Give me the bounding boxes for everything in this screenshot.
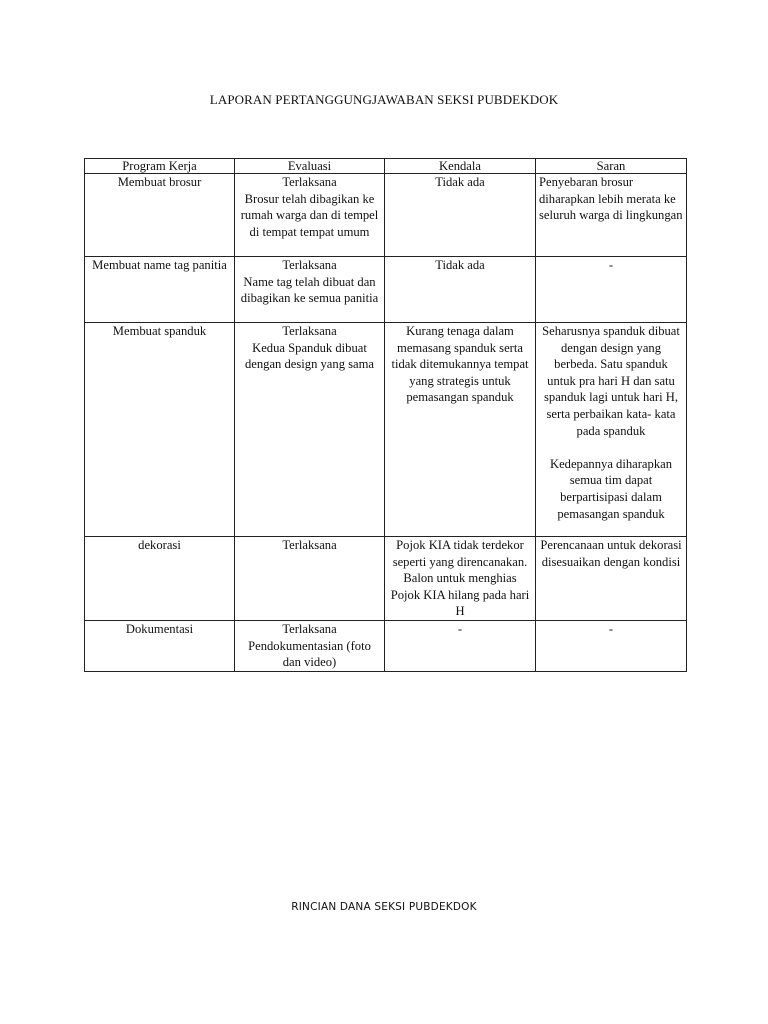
cell-kendala: Kurang tenaga dalam memasang spanduk serta tidak ditemukannya tempat yang strategis untuk pemasangan spanduk bbox=[385, 323, 536, 537]
header-kendala: Kendala bbox=[385, 159, 536, 174]
evaluasi-detail: Brosur telah dibagikan ke rumah warga dan di tempel di tempat tempat umum bbox=[240, 191, 379, 239]
saran-text: Seharusnya spanduk dibuat dengan design yang berbeda. Satu spanduk untuk pra hari H dan satu spanduk lagi untuk hari H, serta perbaikan kata- kata pada spanduk bbox=[542, 324, 680, 438]
evaluasi-status: Terlaksana bbox=[282, 538, 337, 552]
document-title: LAPORAN PERTANGGUNGJAWABAN SEKSI PUBDEKDOK bbox=[209, 92, 559, 107]
evaluasi-status: Terlaksana bbox=[282, 621, 337, 636]
cell-program: Membuat brosur bbox=[85, 174, 235, 257]
cell-kendala: Tidak ada bbox=[385, 174, 536, 257]
cell-saran: Perencanaan untuk dekorasi disesuaikan dengan kondisi bbox=[536, 537, 687, 621]
table-header-row bbox=[85, 159, 687, 174]
paragraph-gap bbox=[539, 439, 683, 456]
cell-evaluasi bbox=[235, 537, 385, 621]
evaluasi-detail: Name tag telah dibuat dan dibagikan ke semua panitia bbox=[240, 274, 379, 306]
table-row bbox=[85, 620, 687, 671]
cell-program: Dokumentasi bbox=[85, 620, 235, 671]
cell-evaluasi bbox=[235, 620, 385, 671]
header-program-kerja: Program Kerja bbox=[85, 159, 235, 174]
cell-kendala: Tidak ada bbox=[385, 257, 536, 323]
cell-program: Membuat spanduk bbox=[85, 323, 235, 537]
evaluasi-status: Terlaksana bbox=[282, 324, 337, 338]
cell-saran bbox=[536, 323, 687, 537]
cell-saran: - bbox=[536, 620, 687, 671]
cell-program: dekorasi bbox=[85, 537, 235, 621]
header-evaluasi: Evaluasi bbox=[235, 159, 385, 174]
evaluasi-detail: Pendokumentasian (foto dan video) bbox=[248, 638, 371, 670]
table-row bbox=[85, 537, 687, 621]
table-row bbox=[85, 323, 687, 537]
evaluasi-status: Terlaksana bbox=[282, 258, 337, 272]
evaluasi-detail: Kedua Spanduk dibuat dengan design yang sama bbox=[244, 340, 375, 372]
cell-saran: - bbox=[536, 257, 687, 323]
cell-saran: Penyebaran brosur diharapkan lebih merata ke seluruh warga di lingkungan bbox=[536, 174, 687, 257]
section-heading: RINCIAN DANA SEKSI PUBDEKDOK bbox=[291, 901, 477, 913]
cell-evaluasi bbox=[235, 257, 385, 323]
cell-evaluasi bbox=[235, 323, 385, 537]
table-row bbox=[85, 174, 687, 257]
saran-extra-text: Kedepannya diharapkan semua tim dapat berpartisipasi dalam pemasangan spanduk bbox=[549, 456, 673, 521]
report-table bbox=[84, 158, 687, 672]
header-saran: Saran bbox=[536, 159, 687, 174]
cell-program: Membuat name tag panitia bbox=[85, 257, 235, 323]
table-row bbox=[85, 257, 687, 323]
cell-evaluasi bbox=[235, 174, 385, 257]
cell-kendala: - bbox=[385, 620, 536, 671]
cell-kendala: Pojok KIA tidak terdekor seperti yang direncanakan. Balon untuk menghias Pojok KIA hilang pada hari H bbox=[385, 537, 536, 621]
evaluasi-status: Terlaksana bbox=[282, 175, 337, 189]
